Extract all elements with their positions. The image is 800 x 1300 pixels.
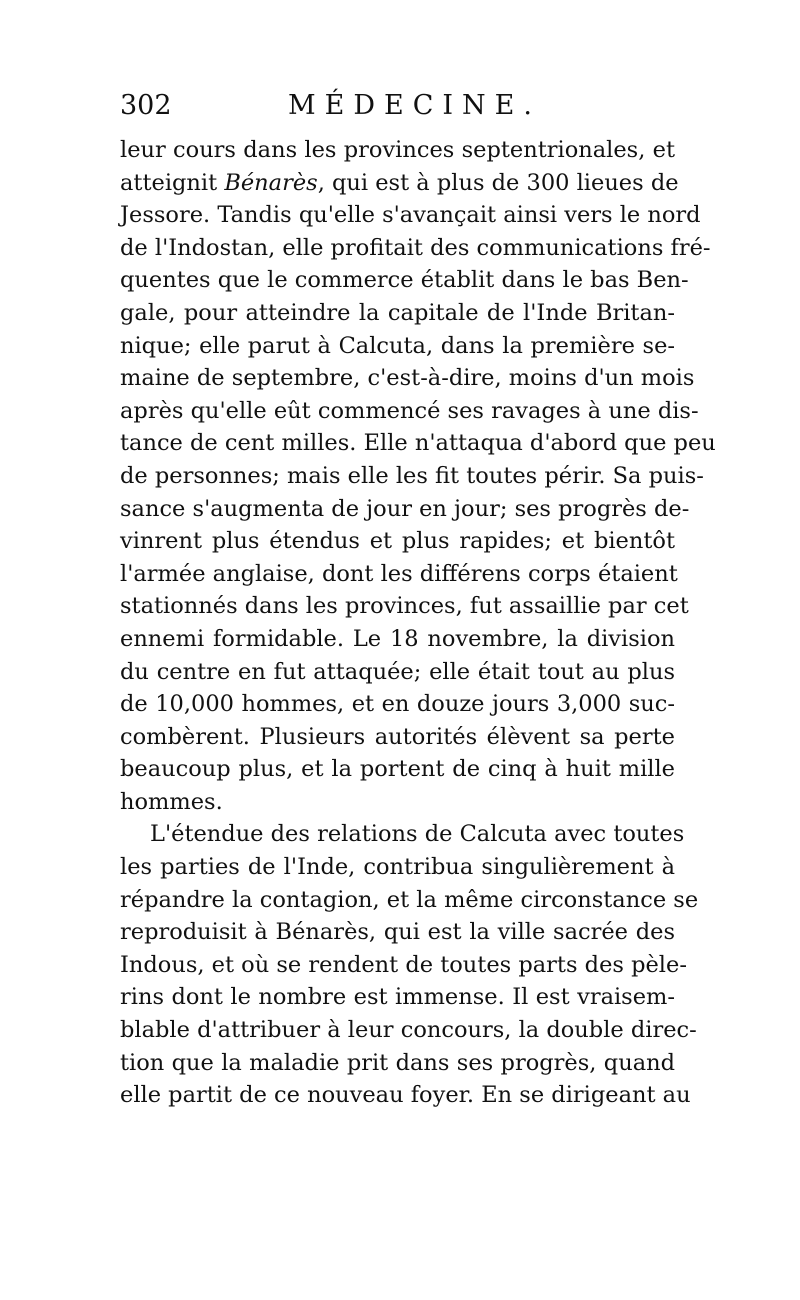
text-line: l'armée anglaise, dont les différens corps étaient [120,560,678,587]
text-line: sance s'augmenta de jour en jour; ses progrès de- [120,495,690,522]
text-line [120,167,679,200]
text-line: leur cours dans les provinces septentrionales, et [120,137,675,163]
text-line: stationnés dans les provinces, fut assaillie par cet [120,593,689,620]
page-number: 302 [120,90,172,121]
text-line: combèrent. Plusieurs autorités élèvent sa perte [120,723,675,750]
line-suffix: , qui est à plus de 300 lieues de [317,169,679,196]
text-line: beaucoup plus, et la portent de cinq à huit mille [120,756,675,783]
place-name-italic: Bénarès [224,169,318,196]
text-line: rins dont le nombre est immense. Il est vraisem- [120,984,675,1011]
running-head: MÉDECINE. [288,90,541,121]
paragraph-end-line: hommes. [120,788,223,815]
text-line: après qu'elle eût commencé ses ravages à une dis- [120,397,699,424]
page-header [120,86,680,126]
paragraph-start-line: L'étendue des relations de Calcuta avec toutes [150,821,685,848]
body-text [120,134,716,1112]
text-line: ennemi formidable. Le 18 novembre, la division [120,625,675,652]
text-line: Indous, et où se rendent de toutes parts des pèle- [120,951,687,978]
text-line: reproduisit à Bénarès, qui est la ville sacrée des [120,919,675,946]
text-line: gale, pour atteindre la capitale de l'Inde Britan- [120,299,675,326]
text-line: tion que la maladie prit dans ses progrès, quand [120,1049,675,1076]
text-line: maine de septembre, c'est-à-dire, moins d'un mois [120,365,695,392]
text-line: tance de cent milles. Elle n'attaqua d'abord que peu [120,430,716,457]
text-line: vinrent plus étendus et plus rapides; et bientôt [120,528,675,555]
line-prefix: atteignit [120,169,218,196]
text-line: du centre en fut attaquée; elle était tout au plus [120,658,675,685]
text-line: de 10,000 hommes, et en douze jours 3,000 suc- [120,691,675,718]
text-line: nique; elle parut à Calcuta, dans la première se- [120,332,675,359]
text-line: elle partit de ce nouveau foyer. En se dirigeant au [120,1082,691,1109]
text-line: répandre la contagion, et la même circonstance se [120,886,699,913]
text-line: de l'Indostan, elle profitait des communications fré- [120,234,711,261]
text-line: les parties de l'Inde, contribua singulièrement à [120,854,675,881]
text-line: Jessore. Tandis qu'elle s'avançait ainsi vers le nord [120,202,701,229]
text-line: de personnes; mais elle les fit toutes périr. Sa puis- [120,462,704,489]
text-line: quentes que le commerce établit dans le bas Ben- [120,267,689,294]
text-line: blable d'attribuer à leur concours, la double direc- [120,1017,697,1044]
